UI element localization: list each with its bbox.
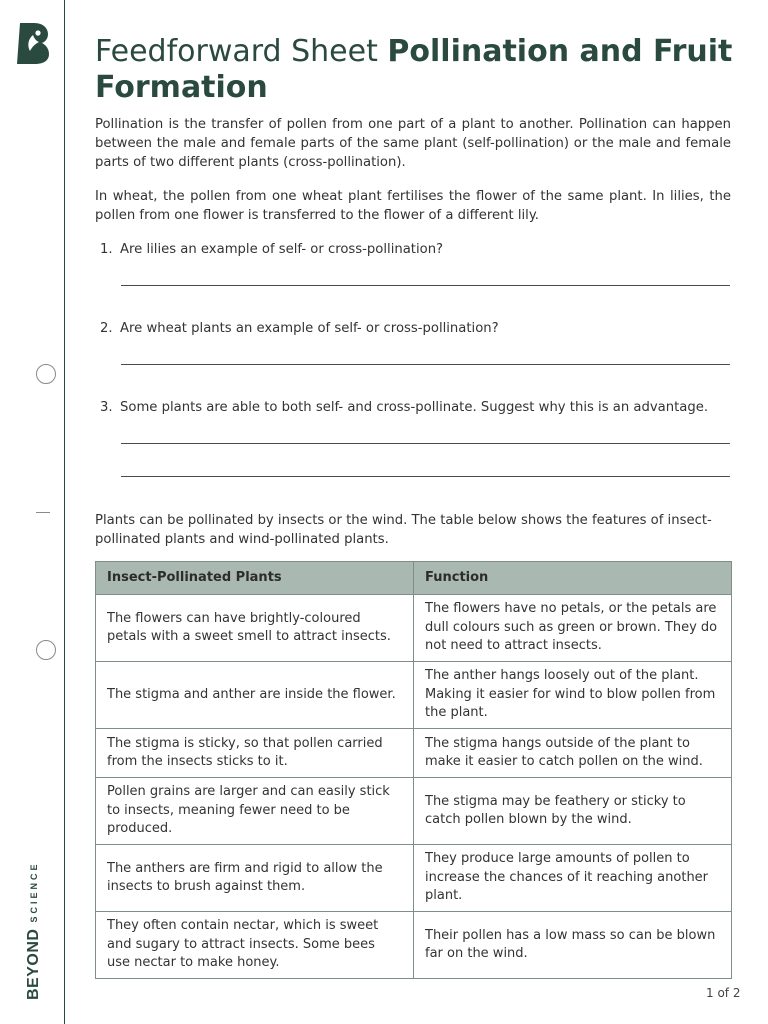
brand-sub: SCIENCE	[29, 861, 39, 923]
table-cell: The stigma may be feathery or sticky to catch pollen blown by the wind.	[414, 778, 732, 845]
question-number: 2.	[100, 321, 113, 336]
header-function: Function	[414, 562, 732, 595]
table-cell: Pollen grains are larger and can easily stick to insects, meaning fewer need to be produced.	[96, 778, 414, 845]
brand-main: BEYOND	[25, 928, 42, 1000]
table-intro: Plants can be pollinated by insects or the wind. The table below shows the features of insect-pollinated plants and wind-pollinated plants.	[95, 513, 712, 547]
margin-line	[64, 0, 65, 1024]
table-row	[96, 778, 732, 845]
features-table	[95, 561, 732, 979]
table-cell: The stigma and anther are inside the flower.	[96, 662, 414, 729]
intro-paragraph-2: In wheat, the pollen from one wheat plant fertilises the flower of the same plant. In lilies, the pollen from one flower is transferred to the flower of a different lily.	[95, 189, 731, 223]
table-row	[96, 845, 732, 912]
title-light: Feedforward Sheet	[95, 34, 378, 69]
question-number: 3.	[100, 400, 113, 415]
table-cell: The flowers can have brightly-coloured petals with a sweet smell to attract insects.	[96, 595, 414, 662]
table-row	[96, 662, 732, 729]
title-bold: Pollination and Fruit Formation	[95, 34, 733, 105]
page-number: 1 of 2	[706, 986, 741, 1000]
table-cell: The anthers are firm and rigid to allow the insects to brush against them.	[96, 845, 414, 912]
table-cell: They often contain nectar, which is sweet and sugary to attract insects. Some bees use nectar to make honey.	[96, 912, 414, 979]
question-text: Are lilies an example of self- or cross-pollination?	[120, 242, 444, 257]
punch-hole	[36, 640, 56, 660]
header-insect-pollinated: Insect-Pollinated Plants	[96, 562, 414, 595]
table-row	[96, 595, 732, 662]
answer-line[interactable]	[121, 476, 730, 477]
beyond-logo-icon	[14, 20, 52, 66]
table-cell: They produce large amounts of pollen to increase the chances of it reaching another plant.	[414, 845, 732, 912]
table-cell: The stigma hangs outside of the plant to make it easier to catch pollen on the wind.	[414, 729, 732, 778]
table-cell: Their pollen has a low mass so can be blown far on the wind.	[414, 912, 732, 979]
table-cell: The flowers have no petals, or the petals are dull colours such as green or brown. They do not need to attract insects.	[414, 595, 732, 662]
table-header-row	[96, 562, 732, 595]
table-row	[96, 729, 732, 778]
page-title	[95, 34, 735, 106]
question-number: 1.	[100, 242, 113, 257]
answer-line[interactable]	[121, 443, 730, 444]
fold-mark	[36, 512, 50, 513]
table-row	[96, 912, 732, 979]
question-text: Some plants are able to both self- and cross-pollinate. Suggest why this is an advantage.	[120, 400, 709, 415]
answer-line[interactable]	[121, 364, 730, 365]
question-2	[100, 319, 740, 338]
question-1	[100, 240, 740, 259]
table-cell: The anther hangs loosely out of the plant. Making it easier for wind to blow pollen from the plant.	[414, 662, 732, 729]
intro-paragraph-1: Pollination is the transfer of pollen from one part of a plant to another. Pollination can happen between the male and female parts of the same plant (self-pollination) or the male and female parts of two different plants (cross-pollination).	[95, 117, 731, 170]
punch-hole	[36, 364, 56, 384]
brand-wordmark	[23, 862, 43, 1000]
answer-line[interactable]	[121, 285, 730, 286]
table-cell: The stigma is sticky, so that pollen carried from the insects sticks to it.	[96, 729, 414, 778]
question-text: Are wheat plants an example of self- or cross-pollination?	[120, 321, 499, 336]
question-3	[100, 398, 740, 417]
